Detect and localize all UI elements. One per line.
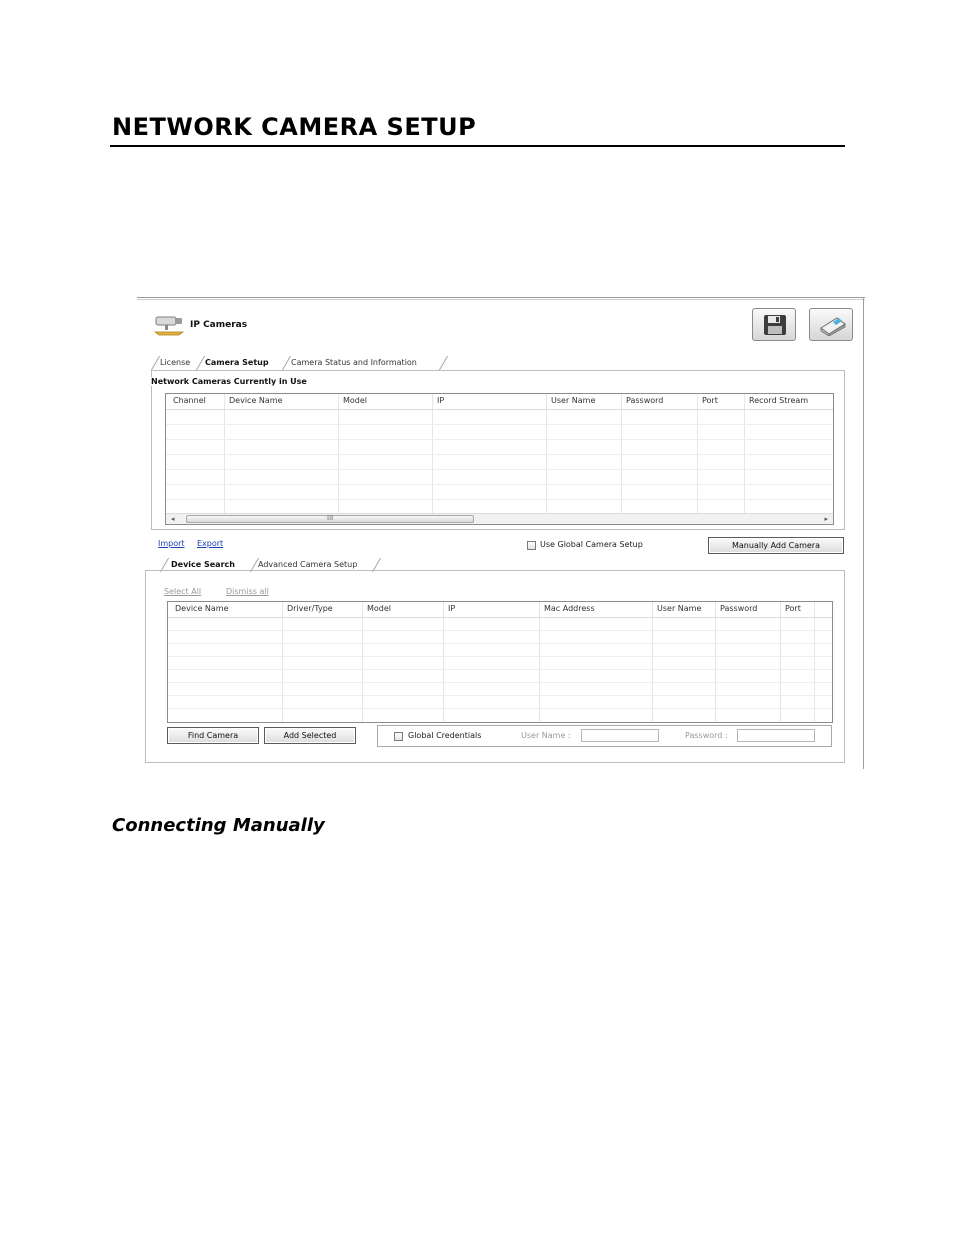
export-link[interactable]: Export [197, 539, 224, 548]
tab-device-search[interactable]: Device Search [171, 560, 235, 569]
row-divider [166, 454, 834, 455]
section-heading: Connecting Manually [112, 815, 325, 836]
global-credentials-label: Global Credentials [408, 731, 482, 740]
column-header[interactable]: User Name [657, 604, 702, 613]
app-title: IP Cameras [190, 320, 248, 330]
tab-advanced-camera-setup[interactable]: Advanced Camera Setup [258, 560, 358, 569]
current-cameras-label: Network Cameras Currently in Use [151, 377, 307, 386]
global-credentials-checkbox[interactable] [394, 732, 403, 741]
device-search-table[interactable] [167, 601, 833, 723]
ip-camera-icon [153, 314, 185, 336]
scroll-right-icon[interactable]: ▸ [824, 515, 828, 523]
row-divider [168, 682, 833, 683]
heading-rule [110, 145, 845, 147]
tab-edge [439, 356, 448, 370]
column-divider [539, 602, 540, 723]
column-divider [443, 602, 444, 723]
dismiss-all-link[interactable]: Dismiss all [226, 587, 269, 596]
row-divider [168, 630, 833, 631]
window-top-border-inner [137, 299, 865, 300]
scan-button[interactable] [809, 308, 853, 341]
tab-camera-status[interactable]: Camera Status and Information [291, 358, 417, 367]
floppy-disk-icon [762, 314, 788, 336]
column-divider [715, 602, 716, 723]
column-divider [282, 602, 283, 723]
column-header[interactable]: IP [437, 396, 445, 405]
use-global-setup-checkbox[interactable] [527, 541, 536, 550]
scroll-grip-icon: III [327, 514, 334, 522]
window-top-border [137, 297, 865, 298]
row-divider [166, 409, 834, 410]
row-divider [166, 484, 834, 485]
column-divider [780, 602, 781, 723]
row-divider [166, 424, 834, 425]
column-header[interactable]: Channel [173, 396, 206, 405]
use-global-setup-label: Use Global Camera Setup [540, 540, 643, 549]
find-camera-button[interactable]: Find Camera [167, 727, 259, 744]
row-divider [168, 617, 833, 618]
column-header[interactable]: Port [702, 396, 718, 405]
column-header[interactable]: Port [785, 604, 801, 613]
user-name-label: User Name : [521, 731, 571, 740]
row-divider [166, 439, 834, 440]
column-divider [814, 602, 815, 723]
password-label: Password : [685, 731, 728, 740]
ip-cameras-window [137, 297, 865, 769]
import-link[interactable]: Import [158, 539, 185, 548]
password-field[interactable] [737, 729, 815, 742]
add-selected-button[interactable]: Add Selected [264, 727, 356, 744]
column-divider [652, 602, 653, 723]
row-divider [166, 469, 834, 470]
row-divider [166, 499, 834, 500]
current-cameras-table[interactable] [165, 393, 834, 525]
column-header[interactable]: Driver/Type [287, 604, 333, 613]
horizontal-scrollbar[interactable] [166, 513, 833, 524]
select-all-link[interactable]: Select All [164, 587, 202, 596]
scanner-icon [819, 314, 847, 336]
row-divider [168, 643, 833, 644]
column-header[interactable]: IP [448, 604, 456, 613]
column-header[interactable]: Device Name [229, 396, 283, 405]
column-header[interactable]: Mac Address [544, 604, 595, 613]
save-button[interactable] [752, 308, 796, 341]
row-divider [168, 708, 833, 709]
column-header[interactable]: Record Stream [749, 396, 809, 405]
row-divider [168, 695, 833, 696]
column-header[interactable]: Device Name [175, 604, 229, 613]
page-heading: NETWORK CAMERA SETUP [112, 113, 477, 141]
column-header[interactable]: Model [367, 604, 392, 613]
column-header[interactable]: Model [343, 396, 368, 405]
column-divider [362, 602, 363, 723]
scroll-left-icon[interactable]: ◂ [171, 515, 175, 523]
row-divider [168, 656, 833, 657]
user-name-field[interactable] [581, 729, 659, 742]
column-header[interactable]: User Name [551, 396, 596, 405]
manually-add-camera-button[interactable]: Manually Add Camera [708, 537, 844, 554]
tab-license[interactable]: License [160, 358, 191, 367]
row-divider [168, 669, 833, 670]
window-right-border [863, 297, 864, 769]
scroll-thumb[interactable] [186, 515, 474, 523]
column-header[interactable]: Password [626, 396, 664, 405]
column-header[interactable]: Password [720, 604, 758, 613]
tab-camera-setup[interactable]: Camera Setup [205, 358, 269, 367]
